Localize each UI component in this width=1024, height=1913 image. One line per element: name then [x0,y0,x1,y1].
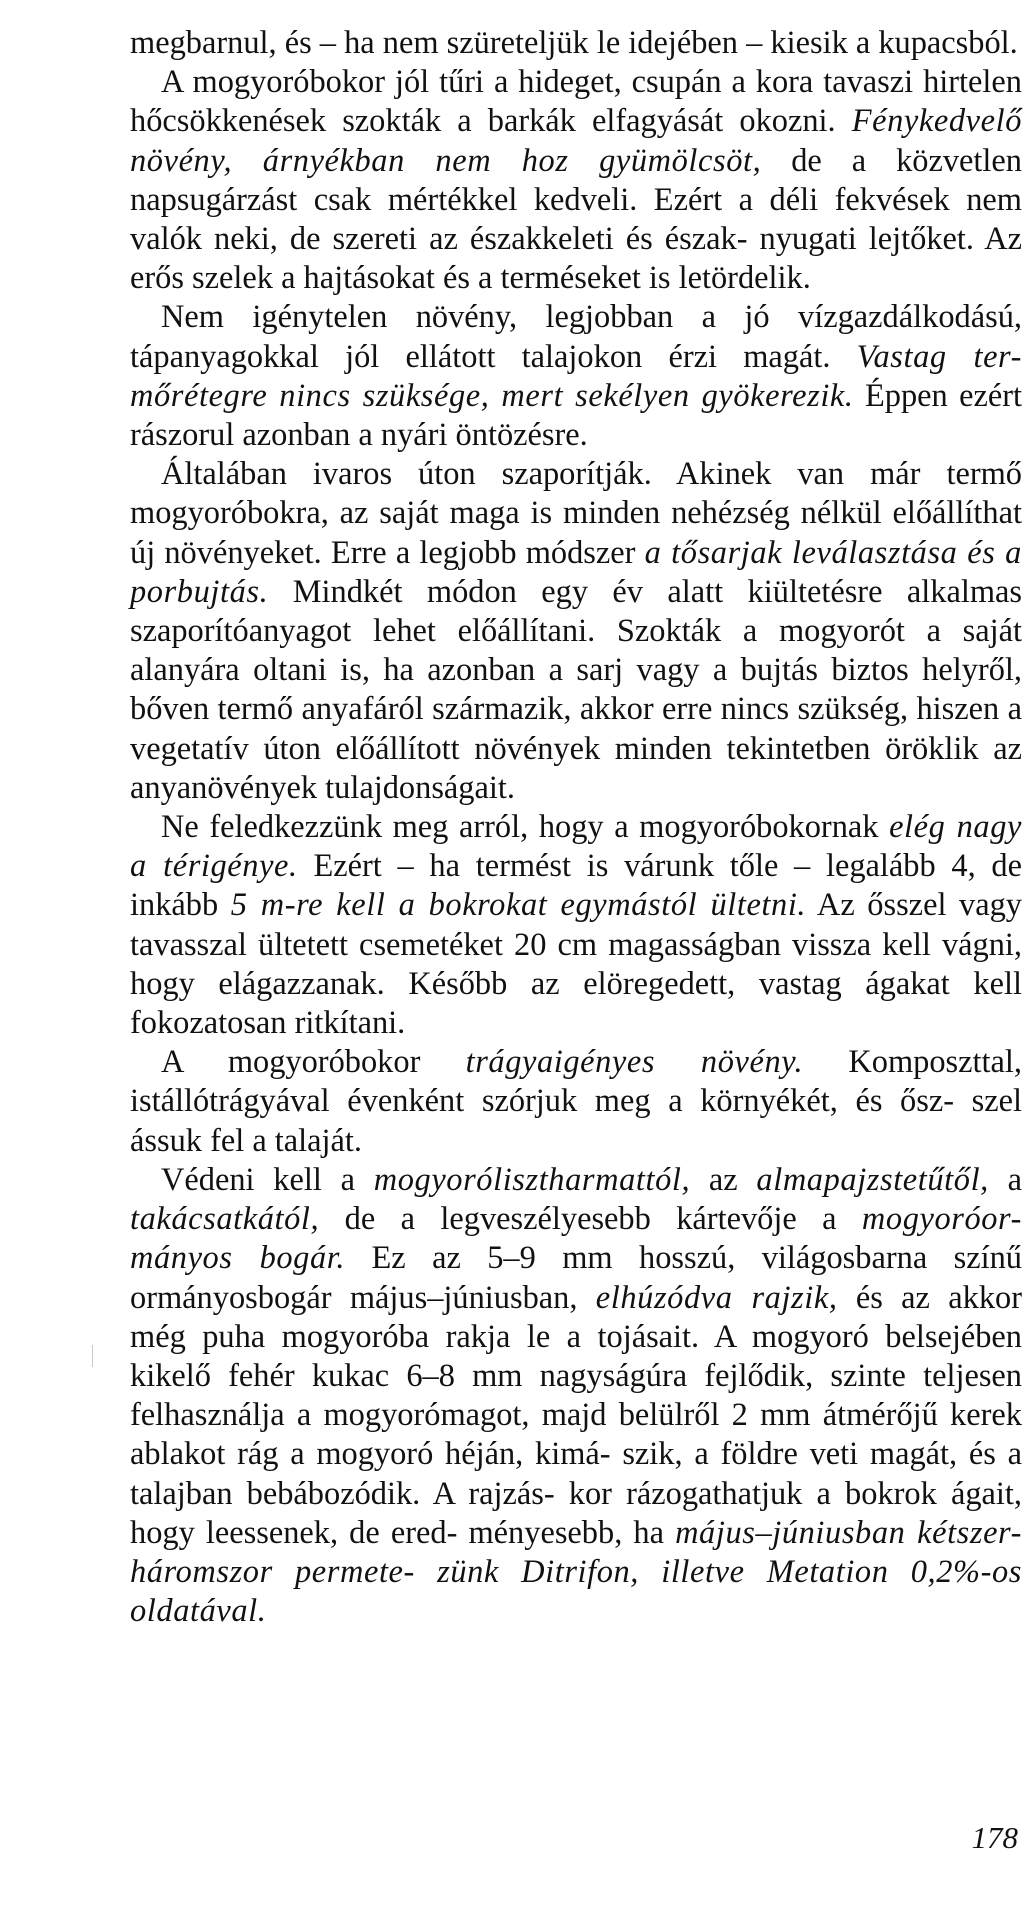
text-segment: de a közvetlen napsugárzást csak mértékkel kedveli. Ezért a déli fekvések nem valók neki, de szereti az északkeleti és észak- nyugati lejtőket. Az erős szelek a hajtásokat és a terméseket is letördelik. [130,142,1022,297]
paragraph [130,63,1022,298]
emphasized-text: trágyaigényes növény. [465,1044,804,1081]
paragraph [130,808,1022,1043]
emphasized-text: mogyoróor- mányos bogár. [130,1201,1022,1277]
text-segment: Nem igénytelen növény, legjobban a jó vízgazdálkodású, tápanyagokkal jól ellátott talajokon érzi magát. [130,299,1022,375]
text-segment: A mogyoróbokor [161,1044,466,1081]
text-segment: Ne feledkezzünk meg arról, hogy a mogyoróbokornak [161,809,890,846]
emphasized-text: takácsatkától, [130,1201,320,1238]
text-segment: Ez az 5–9 mm hosszú, világosbarna színű ormányosbogár május–júniusban, [130,1240,1023,1316]
text-segment: Az ősszel vagy tavasszal ültetett csemetéket 20 cm magasságban vissza kell vágni, hogy elágazzanak. Később az elöregedett, vastag ágakat kell fokozatosan ritkítani. [130,887,1022,1042]
page-number: 178 [971,1820,1018,1855]
emphasized-text: Fénykedvelő növény, árnyékban nem hoz gyümölcsöt, [130,103,1022,179]
emphasized-text: május–júniusban kétszer-háromszor permete- zünk Ditrifon, illetve Metation 0,2%-os oldatával. [130,1514,1023,1630]
paragraph [130,1161,1022,1631]
emphasized-text: elhúzódva rajzik, [595,1279,838,1316]
text-segment: Éppen ezért rászorul azonban a nyári öntözésre. [130,377,1023,454]
text-segment: és az akkor még puha mogyoróba rakja le a tojásait. A mogyoró belsejében kikelő fehér kukac 6–8 mm nagyságúra fejlődik, szinte teljesen felhasználja a mogyorómagot, majd belülről 2 mm átmérőjű kerek ablakot rág a mogyoró héján, kimá- szik, a földre veti magát, és a talajban bebábozódik. A rajzás- kor rázogathatjuk a bokrok ágait, hogy leessenek, de ered- ményesebb, ha [130,1279,1023,1551]
paragraph [130,298,1022,455]
text-segment: megbarnul, és – ha nem szüreteljük le idejében – kiesik a kupacsból. [130,25,1018,61]
text-segment: A mogyoróbokor jól tűri a hideget, csupán a kora tavaszi hirtelen hőcsökkenések szokták a barkák elfagyását okozni. [130,64,1022,140]
emphasized-text: Vastag ter- mőrétegre nincs szüksége, mert sekélyen gyökerezik. [130,338,1022,414]
text-segment: Általában ivaros úton szaporítják. Akinek van már termő mogyoróbokra, az saját maga is minden nehézség nélkül előállíthat új növényeket. Erre a legjobb módszer [130,456,1022,571]
emphasized-text: mogyorólisztharmattól, [373,1161,691,1198]
margin-mark [92,1345,93,1367]
text-segment: de a legveszélyesebb kártevője a [319,1201,862,1238]
text-segment: Komposzttal, istállótrágyával évenként szórjuk meg a környékét, és ősz- szel ássuk fel a talaját. [130,1044,1022,1159]
text-segment: Mindkét módon egy év alatt kiültetésre alkalmas szaporítóanyagot lehet előállítani. Szokták a mogyorót a saját alanyára oltani is, ha azonban a sarj vagy a bujtás biztos helyről, bőven termő anyafáról származik, akkor erre nincs szükség, hiszen a vegetatív úton előállított növények minden tekintetben öröklik az anyanövények tulajdonságait. [130,573,1022,806]
text-segment: Ezért – ha termést is várunk tőle – legalább 4, de inkább [130,848,1022,924]
emphasized-text: elég nagy a térigénye. [130,809,1022,885]
text-segment: az [690,1161,757,1198]
body-text [130,24,1022,1631]
text-segment: a [988,1161,1022,1198]
emphasized-text: a tősarjak leválasztása és a porbujtás. [130,534,1022,610]
paragraph [130,24,1022,63]
paragraph [130,455,1022,808]
emphasized-text: 5 m-re kell a bokrokat egymástól ültetni. [230,887,807,924]
paragraph [130,1043,1022,1161]
text-segment: Védeni kell a [161,1161,374,1198]
emphasized-text: almapajzstetűtől, [756,1161,989,1198]
